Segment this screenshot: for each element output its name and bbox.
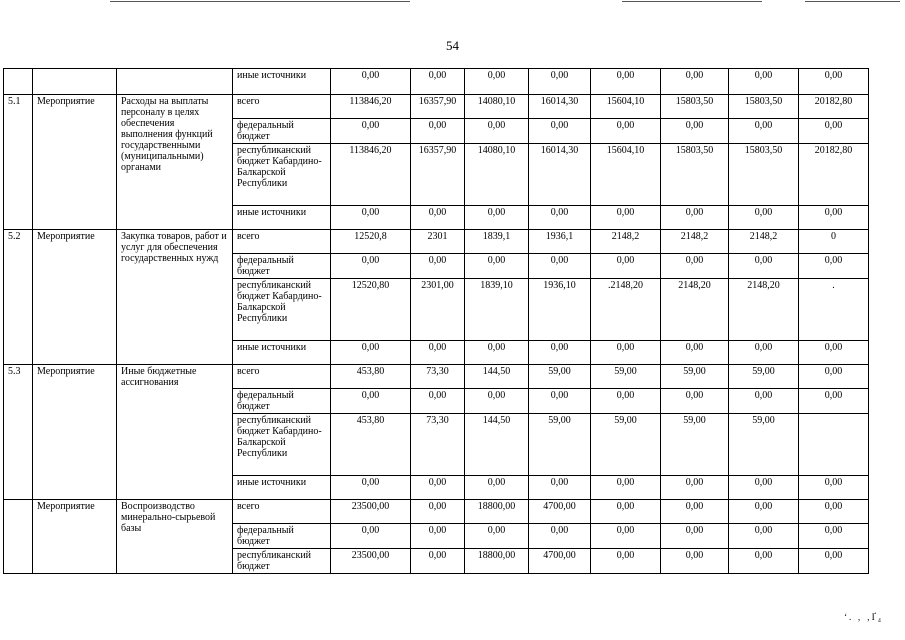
amount-cell: 0,00	[529, 341, 591, 365]
funding-source-label: федеральный бюджет	[233, 119, 331, 144]
funding-source-label: иные источники	[233, 476, 331, 500]
amount-cell: 0,00	[729, 119, 799, 144]
amount-cell: 4700,00	[529, 500, 591, 524]
amount-cell: 14080,10	[465, 95, 529, 119]
amount-cell: 0,00	[529, 524, 591, 549]
amount-cell: 0,00	[799, 341, 869, 365]
amount-cell: 0,00	[591, 206, 661, 230]
amount-cell: 0,00	[465, 476, 529, 500]
amount-cell: 0,00	[799, 365, 869, 389]
page-number: 54	[446, 38, 459, 53]
amount-cell: 0,00	[661, 341, 729, 365]
amount-cell: 0,00	[661, 206, 729, 230]
amount-cell: 73,30	[411, 414, 465, 476]
amount-cell: 0,00	[729, 500, 799, 524]
amount-cell: 1839,1	[465, 230, 529, 254]
amount-cell: 23500,00	[331, 500, 411, 524]
item-number: 5.3	[4, 365, 33, 500]
amount-cell: 0,00	[331, 524, 411, 549]
amount-cell: 1839,10	[465, 279, 529, 341]
item-name: Воспроизводство минерально-сырьевой базы	[117, 500, 233, 574]
amount-cell: 12520,80	[331, 279, 411, 341]
budget-table	[3, 68, 869, 574]
amount-cell: 0,00	[411, 341, 465, 365]
amount-cell: 0,00	[799, 119, 869, 144]
amount-cell: 2148,20	[661, 279, 729, 341]
amount-cell: 144,50	[465, 414, 529, 476]
amount-cell: 0,00	[799, 549, 869, 574]
amount-cell: 0,00	[529, 476, 591, 500]
amount-cell: 0,00	[331, 254, 411, 279]
amount-cell: 0,00	[591, 389, 661, 414]
funding-source-label: республиканский бюджет Кабардино-Балкарской Республики	[233, 279, 331, 341]
amount-cell: 0,00	[591, 500, 661, 524]
amount-cell: 0,00	[465, 341, 529, 365]
item-number: 5.2	[4, 230, 33, 365]
amount-cell: 0,00	[591, 476, 661, 500]
amount-cell: 0,00	[529, 69, 591, 95]
item-kind: Мероприятие	[33, 365, 117, 500]
amount-cell: 18800,00	[465, 549, 529, 574]
item-number	[4, 69, 33, 95]
amount-cell: 59,00	[591, 365, 661, 389]
amount-cell: 0,00	[591, 341, 661, 365]
amount-cell: 0,00	[465, 389, 529, 414]
amount-cell: 0,00	[331, 119, 411, 144]
funding-source-label: федеральный бюджет	[233, 254, 331, 279]
funding-source-label: всего	[233, 500, 331, 524]
amount-cell: 0,00	[411, 254, 465, 279]
amount-cell: 18800,00	[465, 500, 529, 524]
amount-cell: 144,50	[465, 365, 529, 389]
amount-cell: 0,00	[661, 389, 729, 414]
amount-cell: 0,00	[799, 206, 869, 230]
amount-cell: .2148,20	[591, 279, 661, 341]
amount-cell: 0,00	[729, 341, 799, 365]
amount-cell: 0,00	[465, 69, 529, 95]
amount-cell: 0,00	[661, 476, 729, 500]
amount-cell: 0,00	[411, 500, 465, 524]
amount-cell: 0,00	[529, 119, 591, 144]
amount-cell: 0,00	[411, 206, 465, 230]
funding-source-label: республиканский бюджет Кабардино-Балкарской Республики	[233, 144, 331, 206]
amount-cell: 0,00	[729, 476, 799, 500]
amount-cell: 0,00	[799, 500, 869, 524]
amount-cell: 0,00	[591, 524, 661, 549]
amount-cell: 0,00	[465, 254, 529, 279]
amount-cell: 12520,8	[331, 230, 411, 254]
amount-cell: 0,00	[661, 119, 729, 144]
amount-cell: 0,00	[529, 254, 591, 279]
amount-cell: 0,00	[799, 476, 869, 500]
amount-cell: 2148,2	[729, 230, 799, 254]
funding-source-label: иные источники	[233, 206, 331, 230]
amount-cell: 16357,90	[411, 95, 465, 119]
amount-cell: 59,00	[661, 414, 729, 476]
amount-cell: 15604,10	[591, 144, 661, 206]
amount-cell: 73,30	[411, 365, 465, 389]
amount-cell: 0,00	[529, 389, 591, 414]
funding-source-label: иные источники	[233, 341, 331, 365]
amount-cell: 16357,90	[411, 144, 465, 206]
amount-cell: 16014,30	[529, 144, 591, 206]
amount-cell: 0,00	[331, 69, 411, 95]
amount-cell: 0,00	[331, 341, 411, 365]
amount-cell: 20182,80	[799, 95, 869, 119]
amount-cell: 1936,1	[529, 230, 591, 254]
amount-cell: 1936,10	[529, 279, 591, 341]
amount-cell: 113846,20	[331, 144, 411, 206]
funding-source-label: иные источники	[233, 69, 331, 95]
table-row	[4, 230, 869, 254]
amount-cell: 2148,2	[591, 230, 661, 254]
amount-cell: 0,00	[465, 206, 529, 230]
amount-cell: 0,00	[729, 206, 799, 230]
item-name: Иные бюджетные ассигнования	[117, 365, 233, 500]
amount-cell: 0,00	[729, 69, 799, 95]
amount-cell: 0,00	[799, 69, 869, 95]
amount-cell: 15604,10	[591, 95, 661, 119]
table-row	[4, 95, 869, 119]
amount-cell: 15803,50	[661, 95, 729, 119]
amount-cell: 0,00	[799, 524, 869, 549]
amount-cell: 20182,80	[799, 144, 869, 206]
amount-cell: 0,00	[411, 524, 465, 549]
amount-cell: 113846,20	[331, 95, 411, 119]
amount-cell: 59,00	[729, 365, 799, 389]
amount-cell: 14080,10	[465, 144, 529, 206]
amount-cell: 0,00	[661, 254, 729, 279]
amount-cell: 453,80	[331, 365, 411, 389]
amount-cell: 0,00	[591, 119, 661, 144]
table-row	[4, 365, 869, 389]
amount-cell: 15803,50	[661, 144, 729, 206]
amount-cell: 0,00	[661, 500, 729, 524]
item-kind: Мероприятие	[33, 230, 117, 365]
amount-cell: 0,00	[799, 389, 869, 414]
amount-cell: 0,00	[729, 254, 799, 279]
funding-source-label: федеральный бюджет	[233, 524, 331, 549]
amount-cell: 0,00	[411, 119, 465, 144]
amount-cell: 0,00	[411, 389, 465, 414]
amount-cell: 0,00	[411, 549, 465, 574]
funding-source-label: федеральный бюджет	[233, 389, 331, 414]
funding-source-label: всего	[233, 230, 331, 254]
amount-cell	[799, 414, 869, 476]
amount-cell: .	[799, 279, 869, 341]
amount-cell: 59,00	[591, 414, 661, 476]
item-number: 5.1	[4, 95, 33, 230]
amount-cell: 0,00	[591, 69, 661, 95]
amount-cell: 0,00	[661, 524, 729, 549]
table-row	[4, 500, 869, 524]
amount-cell: 0,00	[411, 69, 465, 95]
amount-cell: 15803,50	[729, 144, 799, 206]
amount-cell: 59,00	[729, 414, 799, 476]
amount-cell: 0,00	[529, 206, 591, 230]
top-scan-lines	[0, 0, 905, 4]
funding-source-label: всего	[233, 95, 331, 119]
amount-cell: 4700,00	[529, 549, 591, 574]
amount-cell: 0,00	[661, 549, 729, 574]
amount-cell: 59,00	[529, 414, 591, 476]
item-name	[117, 69, 233, 95]
item-name: Закупка товаров, работ и услуг для обеспечения государственных нужд	[117, 230, 233, 365]
amount-cell: 0,00	[331, 389, 411, 414]
amount-cell: 0,00	[331, 206, 411, 230]
amount-cell: 0,00	[331, 476, 411, 500]
footer-mark: ʻ. ‚ ‚Ґ₄	[844, 612, 883, 622]
amount-cell: 59,00	[529, 365, 591, 389]
funding-source-label: всего	[233, 365, 331, 389]
amount-cell: 0,00	[729, 389, 799, 414]
funding-source-label: республиканский бюджет Кабардино-Балкарской Республики	[233, 414, 331, 476]
amount-cell: 0,00	[661, 69, 729, 95]
amount-cell: 453,80	[331, 414, 411, 476]
amount-cell: 0,00	[729, 549, 799, 574]
amount-cell: 2148,2	[661, 230, 729, 254]
amount-cell: 15803,50	[729, 95, 799, 119]
item-kind: Мероприятие	[33, 95, 117, 230]
item-kind: Мероприятие	[33, 500, 117, 574]
funding-source-label: республиканский бюджет	[233, 549, 331, 574]
item-number	[4, 500, 33, 574]
amount-cell: 0	[799, 230, 869, 254]
amount-cell: 59,00	[661, 365, 729, 389]
amount-cell: 2301,00	[411, 279, 465, 341]
amount-cell: 0,00	[729, 524, 799, 549]
amount-cell: 16014,30	[529, 95, 591, 119]
item-kind	[33, 69, 117, 95]
amount-cell: 0,00	[411, 476, 465, 500]
amount-cell: 0,00	[465, 524, 529, 549]
amount-cell: 2148,20	[729, 279, 799, 341]
item-name: Расходы на выплаты персоналу в целях обеспечения выполнения функций государственными (муниципальными) органами	[117, 95, 233, 230]
amount-cell: 0,00	[799, 254, 869, 279]
amount-cell: 0,00	[465, 119, 529, 144]
amount-cell: 23500,00	[331, 549, 411, 574]
table-row	[4, 69, 869, 95]
amount-cell: 0,00	[591, 549, 661, 574]
amount-cell: 2301	[411, 230, 465, 254]
amount-cell: 0,00	[591, 254, 661, 279]
